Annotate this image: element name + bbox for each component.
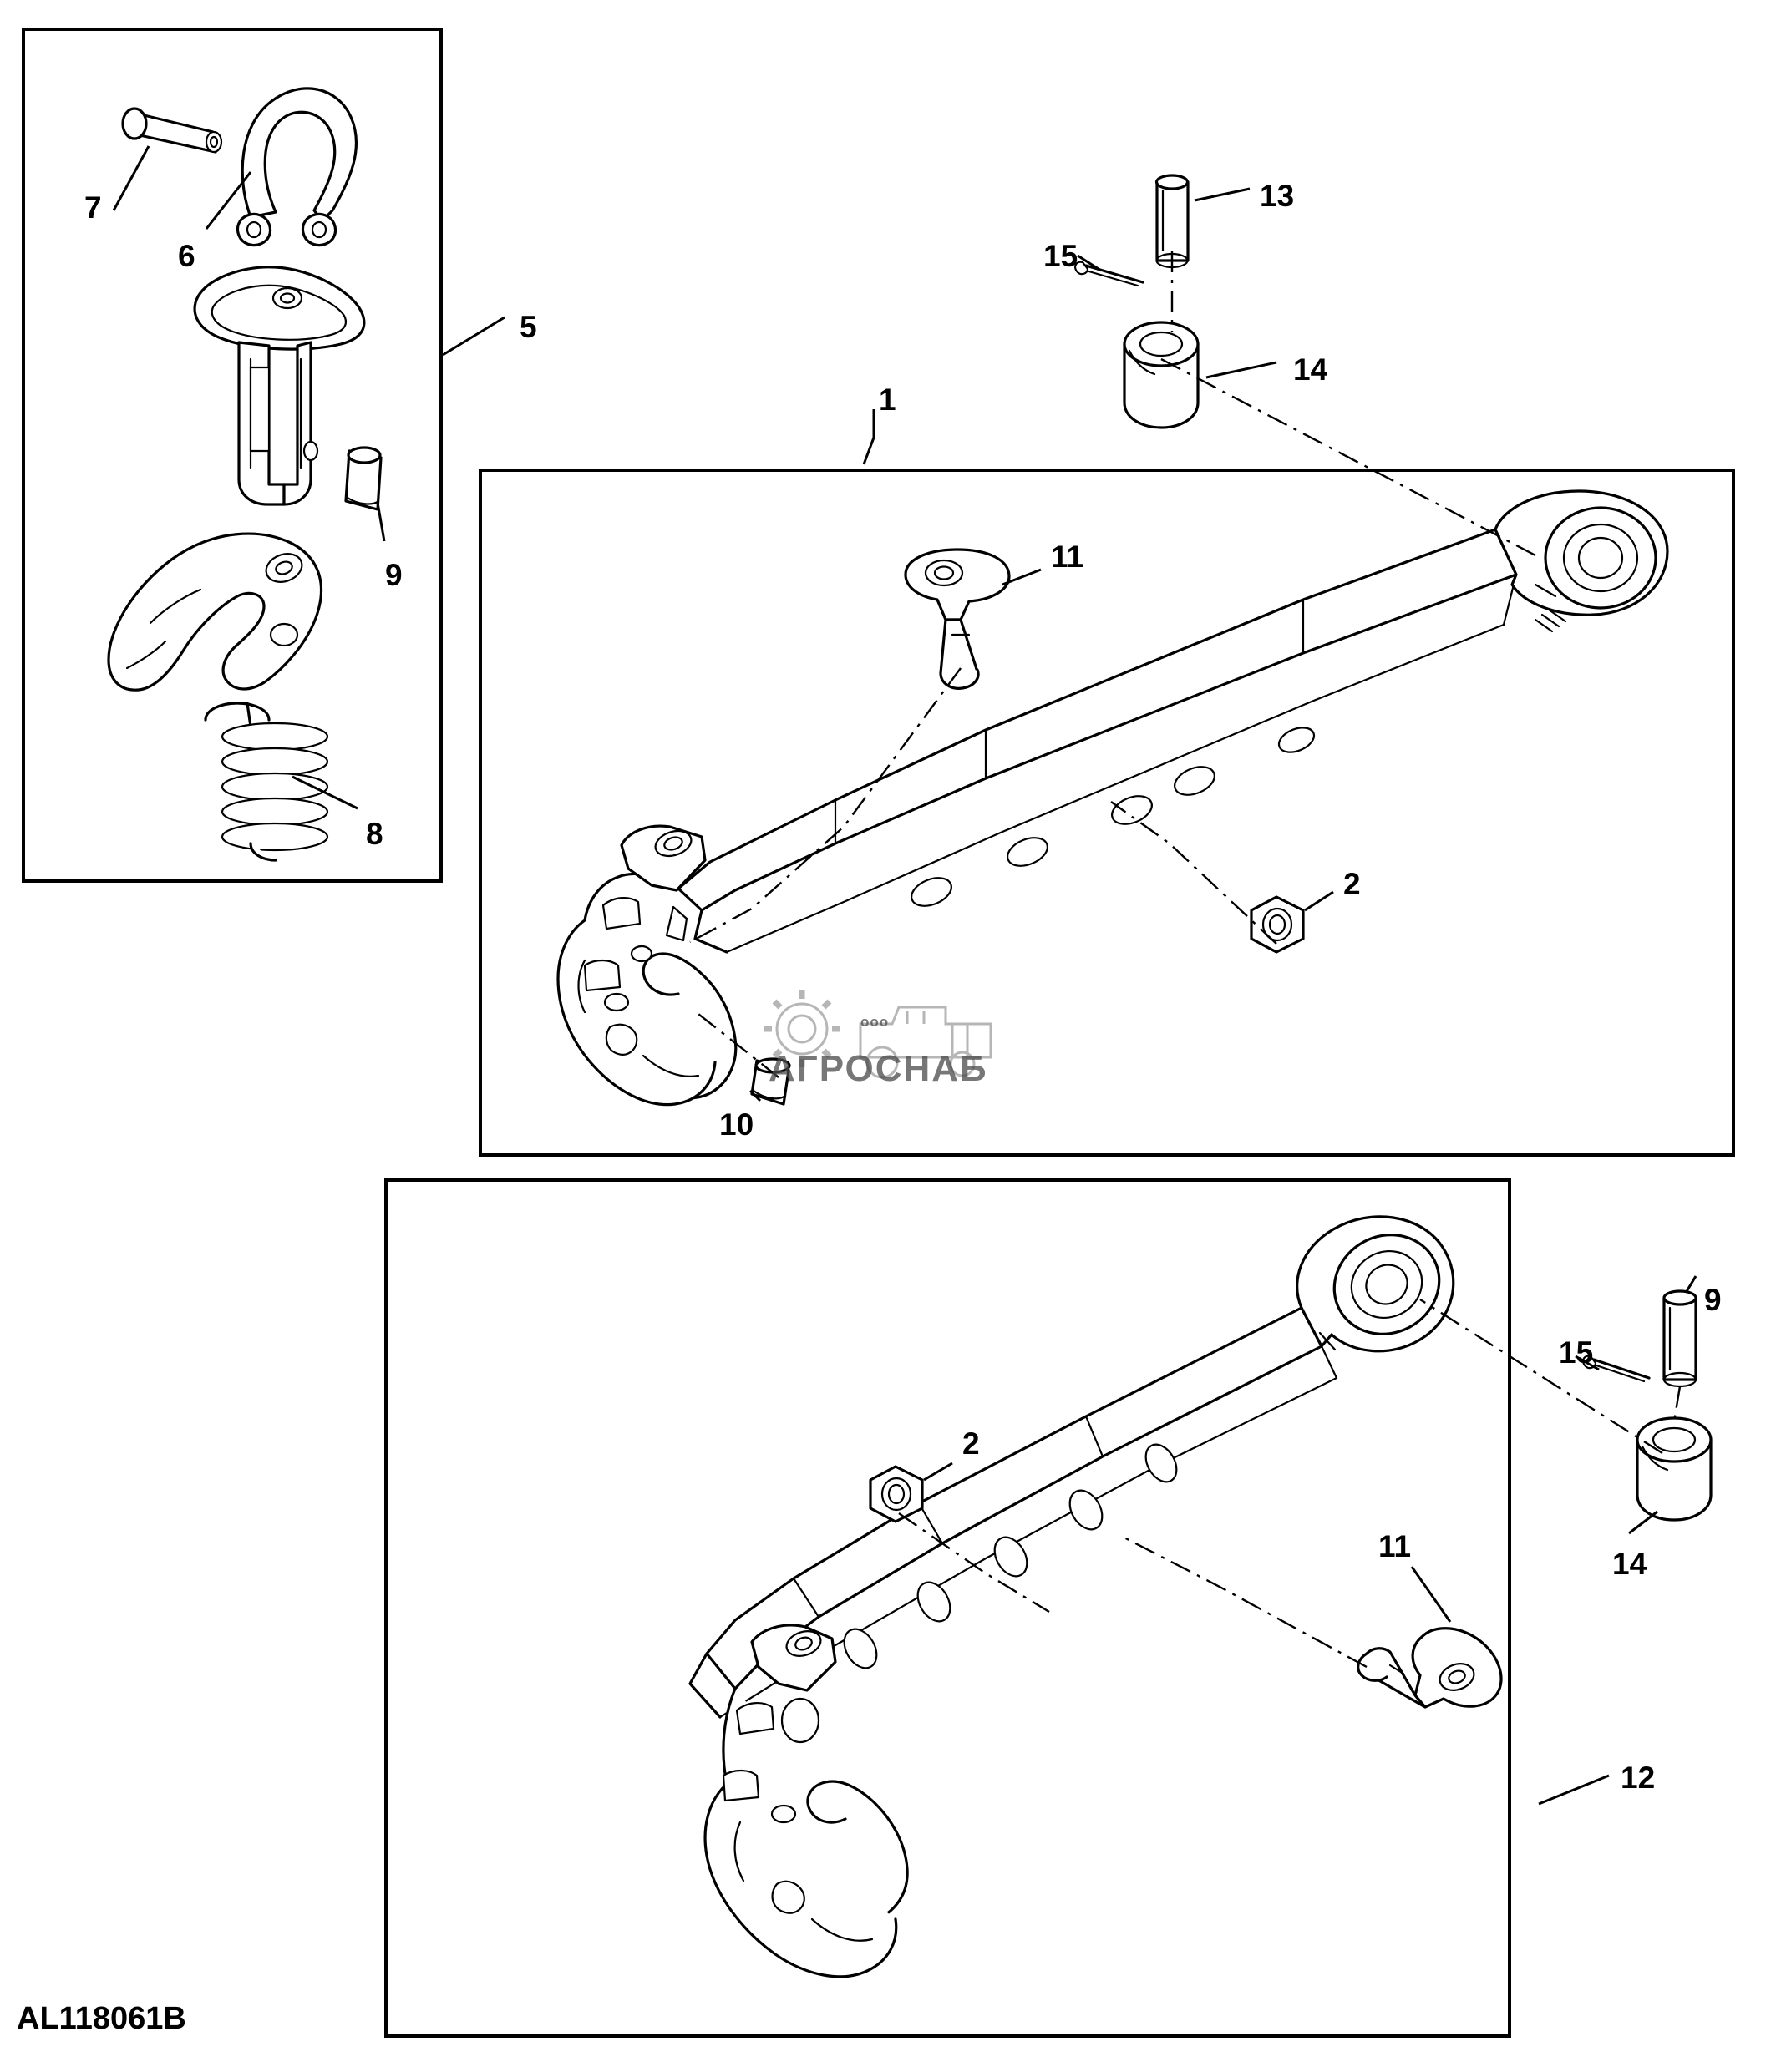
- callout-11-ball-end-lower: 11: [1378, 1529, 1412, 1563]
- callout-15-cotter-pin-upper: 15: [1043, 239, 1078, 273]
- leader-2-lower: [924, 1463, 952, 1480]
- part-11-ball-end-lower: [1358, 1629, 1501, 1707]
- axis-14-eye-lower: [1420, 1299, 1662, 1453]
- part-12-right-draft-link: [690, 1217, 1457, 1977]
- callout-2-nut-upper: 2: [1343, 867, 1361, 901]
- leader-14-upper: [1206, 362, 1276, 377]
- leader-5: [443, 317, 505, 355]
- axis-14-eye: [1161, 359, 1537, 556]
- part-9-pin-inset: [346, 448, 381, 509]
- part-9-pin-lower: [1664, 1291, 1696, 1386]
- callout-8-spring: 8: [366, 817, 383, 851]
- part-5-latch-plate: [109, 534, 322, 690]
- callout-7-pin: 7: [84, 190, 102, 225]
- callout-6-shackle: 6: [178, 239, 195, 273]
- leader-14-lower: [1629, 1512, 1657, 1533]
- leader-7: [114, 146, 149, 210]
- watermark-prefix: ооо: [860, 1014, 890, 1030]
- leader-9-inset: [378, 503, 384, 541]
- part-2-nut-upper: [1251, 897, 1303, 952]
- callout-10-pin: 10: [719, 1107, 754, 1142]
- callout-9-pin-lower: 9: [1704, 1283, 1722, 1317]
- callout-14-bushing-lower: 14: [1612, 1547, 1647, 1581]
- callout-5-bracket-assembly: 5: [520, 310, 537, 344]
- part-14-bushing-lower: [1637, 1418, 1711, 1520]
- figure-code: AL118061B: [17, 2001, 186, 2036]
- leader-11-lower: [1412, 1567, 1450, 1622]
- part-2-nut-lower: [870, 1467, 922, 1522]
- part-7-pin: [123, 109, 221, 152]
- callout-9-pin-inset: 9: [385, 558, 403, 592]
- leader-12: [1539, 1776, 1609, 1804]
- axis-9-14-lower: [1674, 1386, 1680, 1421]
- callout-11-ball-end-upper: 11: [1051, 540, 1084, 574]
- part-15-cotter-pin-upper: [1075, 262, 1143, 286]
- axis-11-link-lower: [1119, 1535, 1367, 1667]
- callout-1-left-draft-link: 1: [879, 382, 896, 417]
- part-14-bushing-upper: [1124, 322, 1198, 428]
- part-8-spring: [206, 703, 327, 860]
- part-1-left-draft-link: [558, 491, 1667, 1105]
- callout-12-right-draft-link: 12: [1621, 1760, 1656, 1795]
- leader-9-lower: [1686, 1276, 1696, 1293]
- callout-15-cotter-pin-lower: 15: [1559, 1335, 1594, 1370]
- part-11-ball-end-upper: [906, 550, 1009, 688]
- callout-2-nut-lower: 2: [962, 1426, 980, 1461]
- leader-1: [864, 409, 874, 464]
- leader-13: [1195, 189, 1250, 200]
- leader-2-upper: [1305, 892, 1333, 910]
- callout-13-pin: 13: [1260, 179, 1295, 213]
- watermark-brand: АГРОСНАБ: [769, 1048, 988, 1089]
- part-6-shackle: [237, 89, 356, 246]
- part-5-bracket: [195, 267, 364, 504]
- callout-14-bushing-upper: 14: [1293, 352, 1328, 387]
